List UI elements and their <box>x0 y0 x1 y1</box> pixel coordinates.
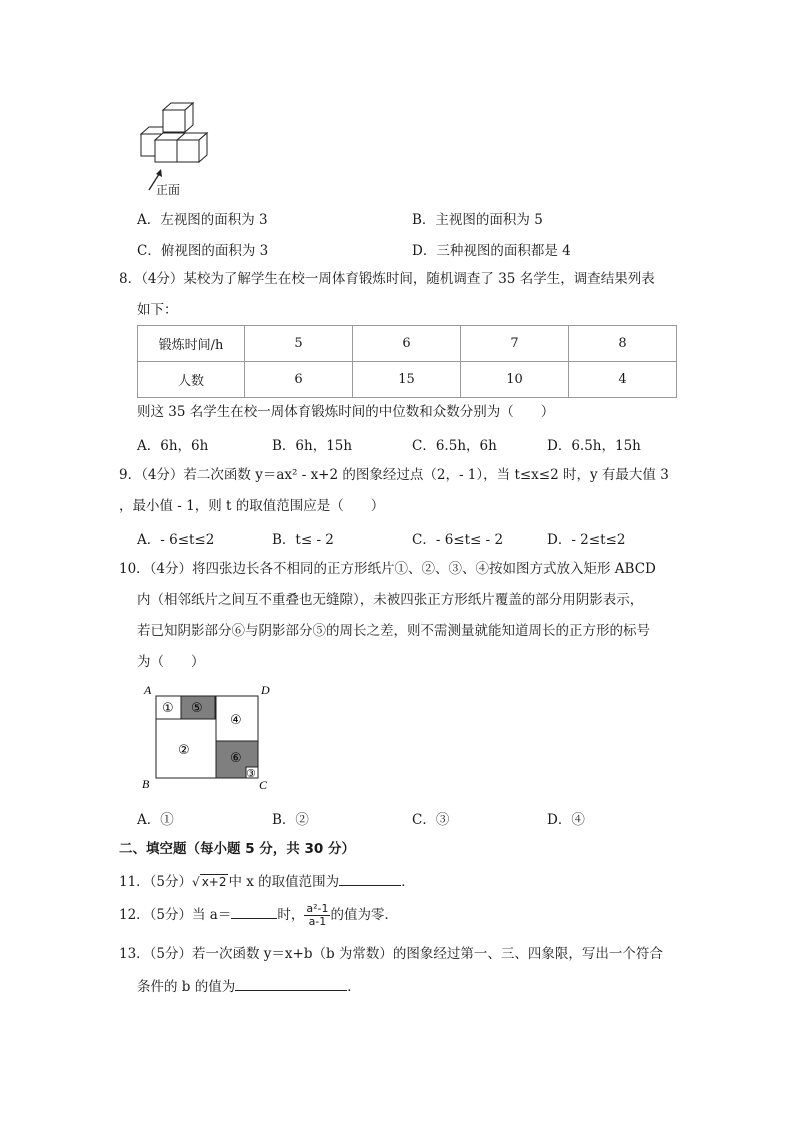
q10-stem-line2: 内（相邻纸片之间互不重叠也无缝隙），未被四张正方形纸片覆盖的部分用阴影表示， <box>137 592 644 608</box>
corner-b: B <box>142 777 150 791</box>
q12: 12．（5分）当 a＝ 时， $\frac{\text{a²-1}}{a-1}$ 的值为零． <box>119 902 398 928</box>
rectangle-abcd-figure <box>138 682 278 794</box>
q9-stem-line1: 9．（4分）若二次函数 y＝ax² - x+2 的图象经过点（2，- 1），当 t≤x≤2 时，y 有最大值 3 <box>119 467 669 483</box>
q8-stem-line2: 如下： <box>137 302 178 318</box>
q10-option-c[interactable]: C．③ <box>412 812 450 828</box>
q9-option-c[interactable]: C．- 6≤t≤ - 2 <box>412 532 504 548</box>
q10-stem-line1: 10．（4分）将四张边长各不相同的正方形纸片①、②、③、④按如图方式放入矩形 ABCD <box>119 561 656 577</box>
sqrt-expression: √ x+2 <box>192 875 227 889</box>
q7-option-d[interactable]: D．三种视图的面积都是 4 <box>412 243 571 259</box>
table-header-cell: 锻炼时间/h <box>138 326 245 362</box>
table-row <box>138 326 677 362</box>
table-cell: 5 <box>245 326 353 362</box>
answer-blank[interactable] <box>231 904 277 919</box>
q7-option-b[interactable]: B．主视图的面积为 5 <box>412 212 543 228</box>
table-cell: 6 <box>245 362 353 398</box>
label-3: ③ <box>246 767 256 780</box>
q13-stem-line2: 条件的 b 的值为 ． <box>137 976 361 996</box>
table-cell: 10 <box>461 362 569 398</box>
corner-c: C <box>259 778 268 792</box>
q10-option-d[interactable]: D．④ <box>547 812 585 828</box>
label-4: ④ <box>230 713 242 728</box>
q8-stem-line1: 8．（4分）某校为了解学生在校一周体育锻炼时间，随机调查了 35 名学生，调查结果列表 <box>119 271 655 287</box>
q10-stem-line4: 为（ ） <box>137 654 205 670</box>
q9-option-d[interactable]: D．- 2≤t≤2 <box>547 532 626 548</box>
q10-option-a[interactable]: A．① <box>137 812 174 828</box>
table-cell: 15 <box>353 362 461 398</box>
q8-option-c[interactable]: C．6.5h，6h <box>412 438 497 454</box>
section-title: 二、填空题（每小题 5 分，共 30 分） <box>119 841 355 857</box>
table-row <box>138 362 677 398</box>
q9-option-a[interactable]: A．- 6≤t≤2 <box>137 532 215 548</box>
exercise-time-table <box>137 325 677 398</box>
table-cell: 6 <box>353 326 461 362</box>
q11: 11．（5分）√ x+2 中 x 的取值范围为 ． <box>119 871 415 891</box>
label-2: ② <box>178 743 190 758</box>
table-header-cell: 人数 <box>138 362 245 398</box>
table-cell: 7 <box>461 326 569 362</box>
table-cell: 4 <box>569 362 677 398</box>
q9-stem-line2: ，最小值 - 1，则 t 的取值范围应是（ ） <box>119 498 385 514</box>
fraction: $\frac{\text{a²-1}}{a-1}$ <box>306 902 329 928</box>
q7-option-c[interactable]: C．俯视图的面积为 3 <box>137 243 269 259</box>
label-1: ① <box>162 701 174 716</box>
q13-stem-line1: 13．（5分）若一次函数 y＝x+b（b 为常数）的图象经过第一、三、四象限，写出一个符合 <box>119 946 663 962</box>
label-6: ⑥ <box>230 751 242 766</box>
table-cell: 8 <box>569 326 677 362</box>
q10-stem-line3: 若已知阴影部分⑥与阴影部分⑤的周长之差，则不需测量就能知道周长的正方形的标号 <box>137 623 650 639</box>
q8-option-b[interactable]: B．6h，15h <box>272 438 353 454</box>
q9-option-b[interactable]: B．t≤ - 2 <box>272 532 334 548</box>
q7-option-a[interactable]: A．左视图的面积为 3 <box>137 212 268 228</box>
label-5: ⑤ <box>191 701 203 716</box>
q8-question: 则这 35 名学生在校一周体育锻炼时间的中位数和众数分别为（ ） <box>137 404 555 420</box>
q8-option-a[interactable]: A．6h，6h <box>137 438 209 454</box>
front-label: 正面 <box>156 183 181 197</box>
corner-a: A <box>144 683 152 697</box>
q8-option-d[interactable]: D．6.5h，15h <box>547 438 641 454</box>
answer-blank[interactable] <box>339 871 401 886</box>
q10-option-b[interactable]: B．② <box>272 812 309 828</box>
corner-d: D <box>261 683 270 697</box>
answer-blank[interactable] <box>235 976 347 991</box>
